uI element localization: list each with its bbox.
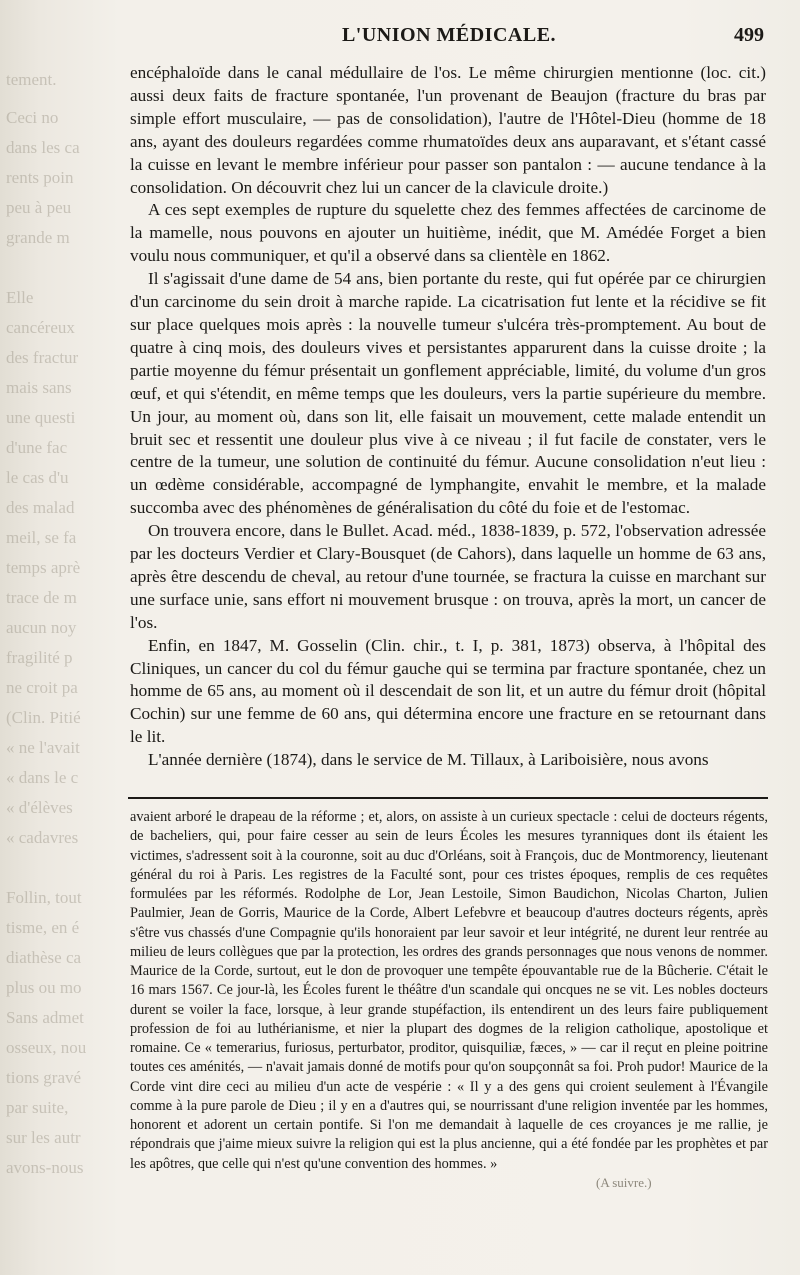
paragraph: Il s'agissait d'une dame de 54 ans, bien portante du reste, qui fut opérée par ce chirurgien d'un carcinome du sein droit à marche rapide. La cicatrisation fut lente et la récidive se fit sur place quelques mois après : la nouvelle tumeur s'ulcéra très-promptement. Au bout de quatre à cinq mois, des douleurs vives et persistantes apparurent dans la cuisse droite ; la partie moyenne du fémur présentait un gonflement appréciable, limité, du volume d'un gros œuf, et qui s'étendit, en même temps que les douleurs, vers la partie supérieure du membre. Un jour, au moment où, dans son lit, elle faisait un mouvement, cette malade entendit un bruit sec et ressentit une douleur plus vive à ce niveau ; il fut facile de constater, vers le centre de la tumeur, une solution de continuité du fémur. Aucune consolidation n'eut lieu : un œdème considérable, accompagné de lymphangite, envahit le membre, et la malade succomba avec des phénomènes de généralisation du côté du foie et de l'estomac. — [130, 269, 766, 518]
paragraph: A ces sept exemples de rupture du squelette chez des femmes affectées de carcinome de la mamelle, nous pouvons en ajouter un huitième, inédit, que M. Amédée Forget a bien voulu nous communiquer, et qu'il a observé dans sa clientèle en 1862. — [130, 200, 766, 266]
main-text — [130, 62, 766, 772]
footnote-separator — [128, 797, 768, 799]
paragraph: encéphaloïde dans le canal médullaire de l'os. Le même chirurgien mentionne (loc. cit.) aussi deux faits de fracture spontanée, l'un provenant de Beaujon (fracture du bras par simple effort musculaire, — pas de consolidation), l'autre de l'Hôtel-Dieu (homme de 18 ans, ayant des douleurs regardées comme rhumatoïdes deux ans auparavant, et s'étant cassé la cuisse en levant le membre inférieur pour passer son pantalon : — aucune tendance à la consolidation. On découvrit chez lui un cancer de la clavicule droite.) — [130, 63, 766, 197]
paragraph: Enfin, en 1847, M. Gosselin (Clin. chir., t. I, p. 381, 1873) observa, à l'hôpital des Cliniques, un cancer du col du fémur gauche qui se termina par fracture spontanée, chez un homme de 65 ans, au moment où il descendait de son lit, et un autre du fémur droit (hôpital Cochin) sur une femme de 60 ans, qui détermina encore une fracture en se retournant dans le lit. — [130, 635, 766, 747]
footnote — [130, 808, 768, 1174]
paragraph: L'année dernière (1874), dans le service de M. Tillaux, à Lariboisière, nous avons — [148, 750, 709, 770]
bleed-through-margin: tement. Ceci no dans les ca rents poin peu à peu grande m Elle cancéreux des fractur mais sans une questi d'une fac le cas d'u des malad meil, se fa temps aprè trace de m aucun noy fragilité p ne croit pa (Clin. Pitié « ne l'avait « dans le c « d'élèves « cadavres Follin, tout tisme, en é diathèse ca plus ou mo Sans admet osseux, nou tions gravé par suite, sur les autr avons-nous — [6, 70, 87, 1177]
footnote-text: avaient arboré le drapeau de la réforme ; et, alors, on assiste à un curieux spectacle : celui de docteurs régents, de bacheliers, qui, pour faire cesser au sein de leurs Écoles les mesures tyranniques dont ils étaient les victimes, s'adressent soit à la couronne, soit au duc d'Orléans, soit à François, duc de Montmorency, lieutenant général du roi à Paris. Les registres de la Faculté sont, pour ces tristes époques, remplis de ces requêtes formulées par les réformés. Rodolphe de Lor, Jean Lestoile, Simon Baudichon, Nicolas Charton, Julien Paulmier, Jean de Gorris, Maurice de la Corde, Albert Lefebvre et beaucoup d'autres docteurs régents, après s'être vus chassés d'une Compagnie qu'ils honoraient par leur savoir et leur intégrité, ne durent leur rentrée au milieu de leurs collègues que par la protection, les ordres des grands personnages que nous venons de nommer. Maurice de la Corde, surtout, eut le don de provoquer une tempête épouvantable rue de la Bûcherie. C'était le 16 mars 1567. Ce jour-là, les Écoles furent le théâtre d'un scandale qui oncques ne se vit. Les nobles docteurs durent se voiler la face, lorsque, à leur grande stupéfaction, ils entendirent un des leurs faire publiquement profession de foi au luthérianisme, et nier la plupart des dogmes de la religion catholique, apostolique et romaine. Ce « temerarius, furiosus, perturbator, proditor, quisquiliæ, fæces, » — car il reçut en pleine poitrine toutes ces aménités, — n'avait jamais donné de motifs pour qu'on soupçonnât sa foi. Proh pudor! Maurice de la Corde vint dire ceci au milieu d'un acte de vespérie : « Il y a des gens qui croient seulement à l'Évangile comme à la pure parole de Dieu ; il y en a d'autres qui, se nourrissant d'une religion inventée par les hommes, honorent et adorent un certain pontife. Si l'on me demandait à laquelle de ces croyances je me rallie, je répondrais que j'aime mieux suivre la religion qui est la plus ancienne, qui a été fondée par les prophètes et par les apôtres, que celle qui n'est qu'une convention des hommes. » — [130, 809, 768, 1172]
continuation-mark: (A suivre.) — [596, 1175, 652, 1190]
header-title: L'UNION MÉDICALE. — [341, 24, 557, 46]
paragraph: On trouvera encore, dans le Bullet. Acad. méd., 1838-1839, p. 572, l'observation adressée par les docteurs Verdier et Clary-Bousquet (de Cahors), dans laquelle un homme de 63 ans, après être descendu de cheval, au retour d'une tournée, se fractura la cuisse en marchant sur une surface unie, sans effort ni mouvement brusque : on trouva, après la mort, un cancer de l'os. — [130, 521, 766, 632]
running-header — [128, 20, 770, 52]
page-number: 499 — [734, 24, 764, 46]
